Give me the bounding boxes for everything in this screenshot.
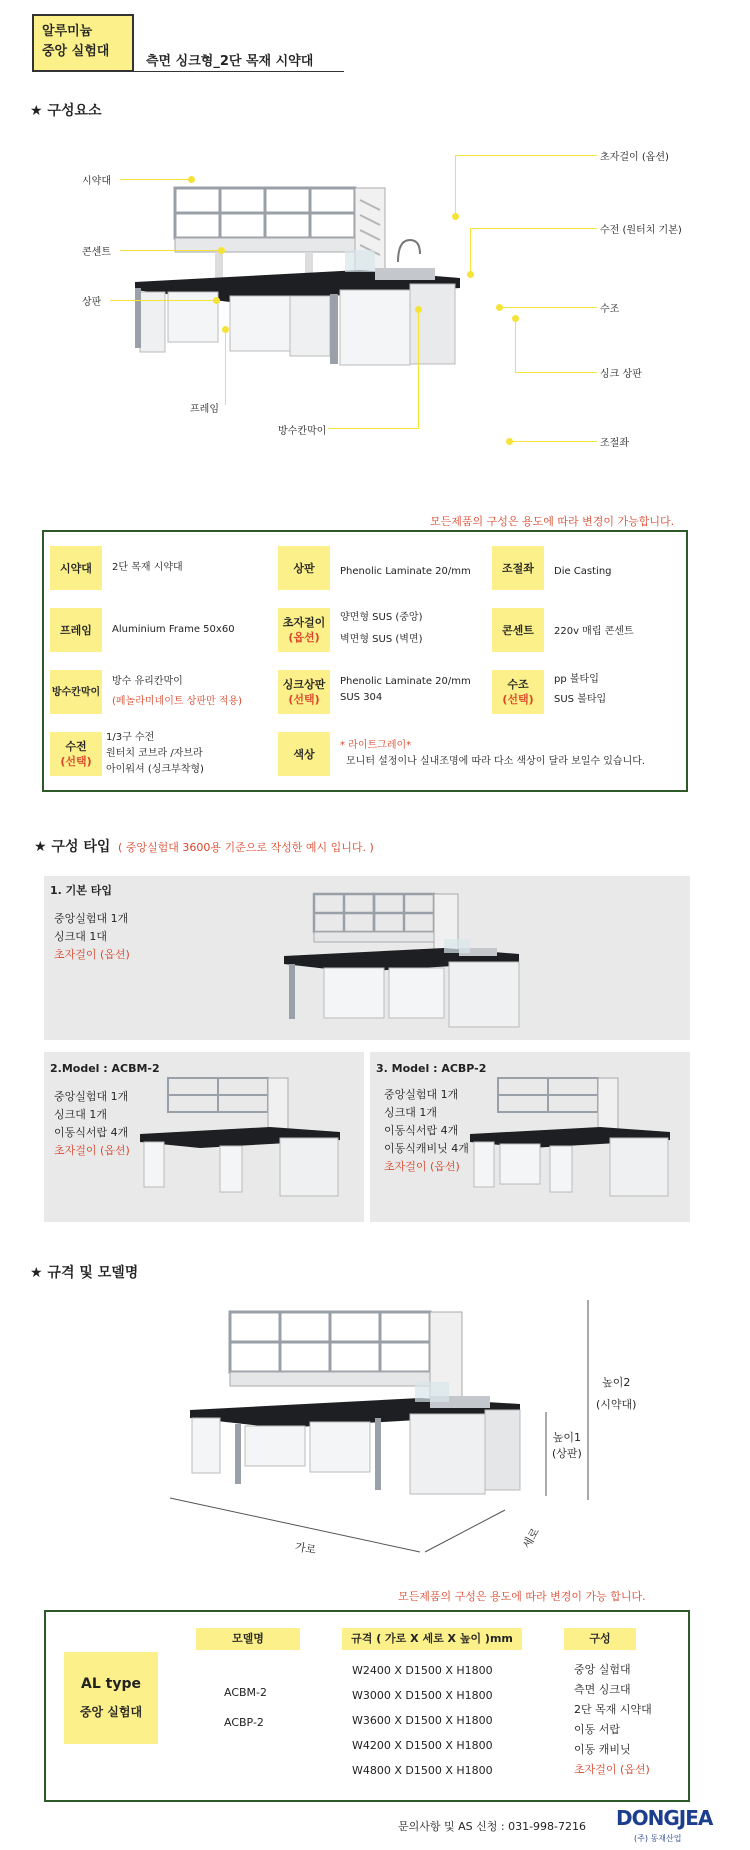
callout-leveler: 조절좌 (600, 438, 629, 449)
model-comp-item: 측면 싱크대 (574, 1683, 631, 1696)
spec-tag-faucet: 수전 (선택) (50, 732, 102, 776)
spec-val-faucet: 1/3구 수전 원터치 코브라 /자브라 아이워셔 (싱크부착형) (106, 732, 204, 775)
type-acbp-illustration (470, 1072, 686, 1212)
type-acbm-line3: 이동식서랍 4개 (54, 1126, 129, 1139)
spec-val-sinktop: Phenolic Laminate 20/mm SUS 304 (340, 676, 471, 703)
type-basic-line2: 싱크대 1대 (54, 930, 107, 943)
model-spec-item: W3600 X D1500 X H1800 (352, 1714, 493, 1727)
callout-guard: 방수칸막이 (278, 426, 327, 437)
model-header-name: 모델명 (196, 1628, 300, 1650)
type-basic-line1: 중앙실험대 1개 (54, 912, 129, 925)
spec-val-outlet: 220v 매립 콘센트 (554, 626, 634, 637)
spec-tag-dryrack: 초자걸이 (옵션) (278, 608, 330, 652)
model-spec-item: W3000 X D1500 X H1800 (352, 1689, 493, 1702)
spec-tag-guard: 방수칸막이 (50, 670, 102, 714)
header-title-box (32, 14, 134, 72)
callout-outlet: 콘센트 (82, 247, 111, 258)
height2-label: 높이2 (시약대) (596, 1376, 637, 1411)
model-comp-item: 2단 목재 시약대 (574, 1703, 652, 1716)
model-names (224, 1678, 267, 1738)
type-acbp-line2: 싱크대 1개 (384, 1106, 437, 1119)
callout-top: 상판 (82, 297, 102, 308)
spec-tag-sink: 수조 (선택) (492, 670, 544, 714)
type-acbm-line2: 싱크대 1개 (54, 1108, 107, 1121)
callout-frame: 프레임 (190, 404, 219, 415)
type-acbm-illustration (140, 1072, 362, 1212)
spec-val-dryrack: 양면형 SUS (중앙) 벽면형 SUS (벽면) (340, 612, 423, 645)
spec-val-color: * 라이트그레이* 모니터 설정이나 실내조명에 따라 다소 색상이 달라 보일수 있습니다. (340, 740, 646, 767)
depth-label: 세로 (520, 1525, 543, 1551)
callout-sink: 수조 (600, 304, 620, 315)
type-acbm-line4: 초자걸이 (옵션) (54, 1144, 130, 1157)
type-acbm-card (44, 1052, 364, 1222)
model-spec-item: W4200 X D1500 X H1800 (352, 1739, 493, 1752)
model-name-item: ACBM-2 (224, 1686, 268, 1699)
type-basic-name: 1. 기본 타입 (50, 884, 112, 897)
height1-label: 높이1 (상판) (552, 1431, 582, 1460)
types-note: ( 중앙실험대 3600용 기준으로 작성한 예시 입니다. ) (118, 841, 374, 854)
model-type-tag: AL type 중앙 실험대 (64, 1652, 158, 1744)
type-acbp-card (370, 1052, 690, 1222)
type-acbm-line1: 중앙실험대 1개 (54, 1090, 129, 1103)
model-header-comp: 구성 (564, 1628, 636, 1650)
dimensions-notice: 모든제품의 구성은 용도에 따라 변경이 가능 합니다. (398, 1590, 646, 1603)
model-table (44, 1610, 690, 1802)
spec-val-top: Phenolic Laminate 20/mm (340, 566, 471, 577)
model-name-item: ACBP-2 (224, 1716, 264, 1729)
spec-tag-frame: 프레임 (50, 608, 102, 652)
header-subtitle: 측면 싱크형_2단 목재 시약대 (134, 46, 344, 72)
spec-val-shelf: 2단 목재 시약대 (112, 562, 183, 573)
model-spec-item: W4800 X D1500 X H1800 (352, 1764, 493, 1777)
spec-val-guard: 방수 유리칸막이 (페놀라미네이트 상판만 적용) (112, 676, 243, 707)
model-specs (352, 1658, 493, 1783)
model-comp-item: 이동 캐비닛 (574, 1743, 631, 1756)
brand-subtitle: (주) 동재산업 (634, 1834, 682, 1843)
type-acbp-name: 3. Model : ACBP-2 (376, 1062, 487, 1075)
model-comp-item: 중앙 실험대 (574, 1663, 631, 1676)
callout-dryrack: 초자걸이 (옵션) (600, 152, 669, 163)
brand-logo: DONGJEA (616, 1806, 713, 1830)
spec-val-leveler: Die Casting (554, 566, 612, 577)
spec-tag-outlet: 콘센트 (492, 608, 544, 652)
spec-tag-top: 상판 (278, 546, 330, 590)
footer-contact: 문의사항 및 AS 신청 : 031-998-7216 (398, 1820, 587, 1833)
types-title: ★ 구성 타입 (34, 839, 111, 855)
type-basic-line3: 초자걸이 (옵션) (54, 948, 130, 961)
callout-sinktop: 싱크 상판 (600, 369, 642, 380)
model-spec-item: W2400 X D1500 X H1800 (352, 1664, 493, 1677)
type-basic-illustration (284, 884, 574, 1032)
type-acbm-name: 2.Model : ACBM-2 (50, 1062, 160, 1075)
components-notice: 모든제품의 구성은 용도에 따라 변경이 가능합니다. (430, 515, 675, 528)
type-acbp-line1: 중앙실험대 1개 (384, 1088, 459, 1101)
model-comps (574, 1660, 652, 1780)
callout-shelf: 시약대 (82, 176, 111, 187)
type-acbp-line5: 초자걸이 (옵션) (384, 1160, 460, 1173)
spec-tag-color: 색상 (278, 732, 330, 776)
type-acbp-line3: 이동식서랍 4개 (384, 1124, 459, 1137)
spec-val-frame: Aluminium Frame 50x60 (112, 624, 235, 635)
dimensions-title: ★ 규격 및 모델명 (30, 1265, 139, 1281)
model-header-spec: 규격 ( 가로 X 세로 X 높이 )mm (342, 1628, 522, 1650)
header-line2: 중앙 실험대 (42, 44, 110, 59)
model-comp-option: 초자걸이 (옵션) (574, 1763, 650, 1776)
callout-faucet: 수전 (원터치 기본) (600, 225, 682, 236)
width-label: 가로 (293, 1540, 318, 1557)
model-comp-item: 이동 서랍 (574, 1723, 621, 1736)
spec-tag-shelf: 시약대 (50, 546, 102, 590)
type-acbp-line4: 이동식캐비닛 4개 (384, 1142, 469, 1155)
components-title: ★ 구성요소 (30, 103, 102, 119)
spec-tag-leveler: 조절좌 (492, 546, 544, 590)
spec-tag-sinktop: 싱크상판 (선택) (278, 670, 330, 714)
header-line1: 알루미늄 (42, 24, 93, 39)
spec-table (42, 530, 688, 792)
type-basic-card (44, 876, 690, 1040)
spec-val-sink: pp 볼타입 SUS 볼타입 (554, 674, 607, 705)
